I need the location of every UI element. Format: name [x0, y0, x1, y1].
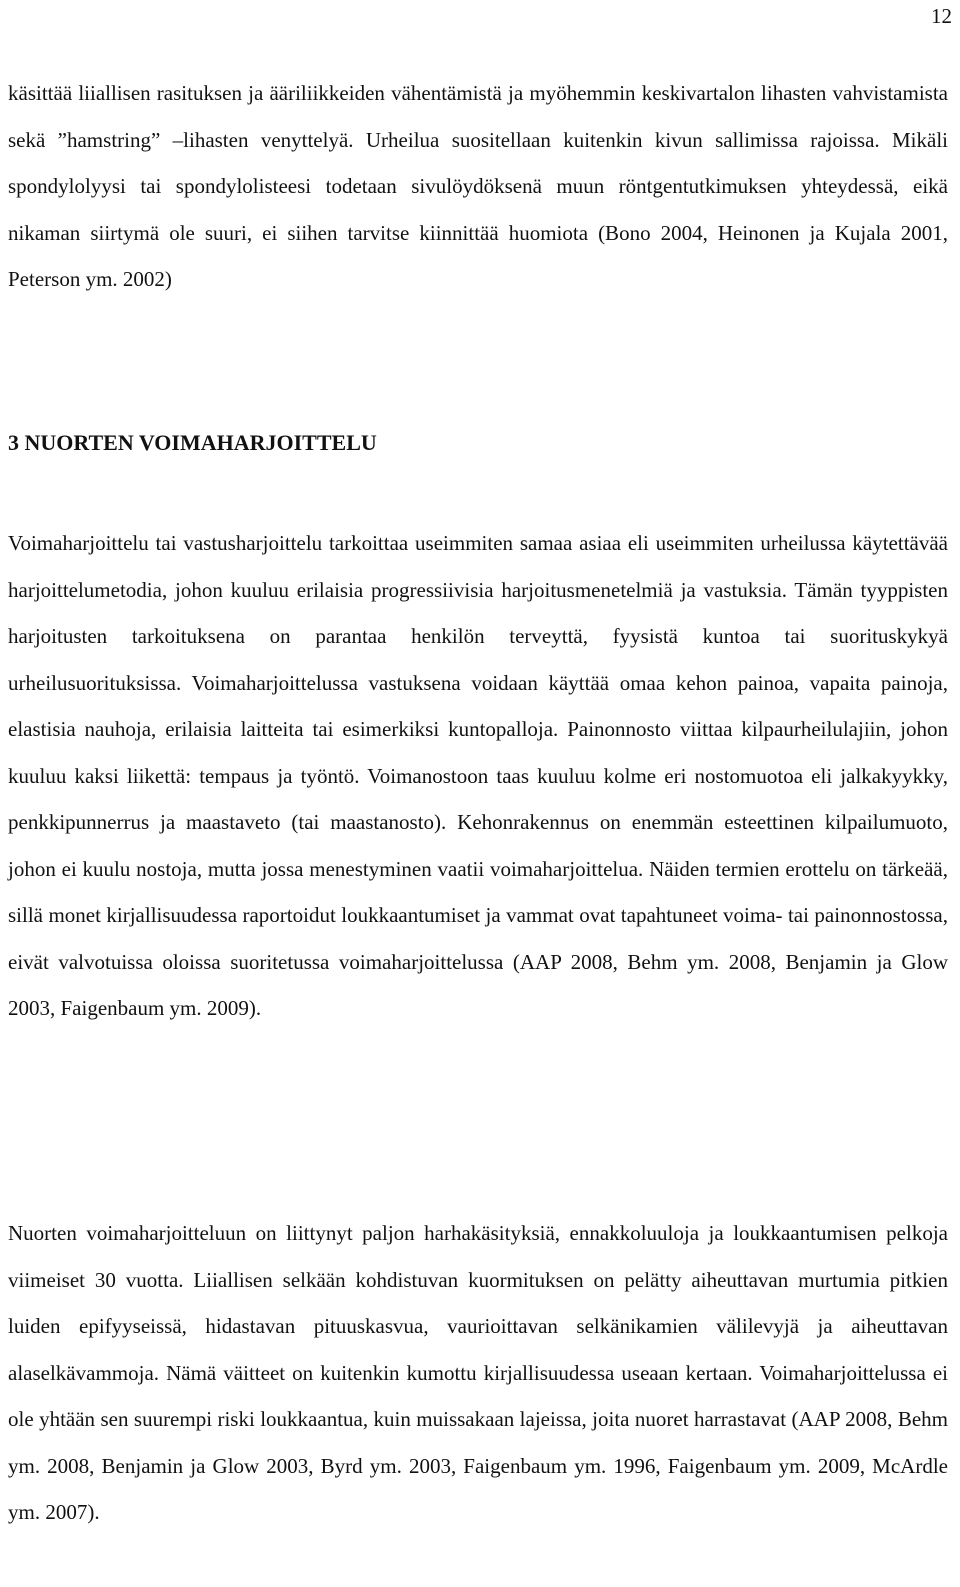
- section-heading: 3 NUORTEN VOIMAHARJOITTELU: [8, 430, 377, 455]
- paragraph-strength-training: Voimaharjoittelu tai vastusharjoittelu tarkoittaa useimmiten samaa asiaa eli useimmiten urheilussa käytettävää harjoittelumetodia, johon kuuluu erilaisia progressiivisia harjoitusmenetelmiä ja vastuksia. Tämän tyyppisten harjoitusten tarkoituksena on parantaa henkilön terveyttä, fyysistä kuntoa tai suorituskykyä urheilusuorituksissa. Voimaharjoittelussa vastuksena voidaan käyttää omaa kehon painoa, vapaita painoja, elastisia nauhoja, erilaisia laitteita tai esimerkiksi kuntopalloja. Painonnosto viittaa kilpaurheilulajiin, johon kuuluu kaksi liikettä: tempaus ja työntö. Voimanostoon taas kuuluu kolme eri nostomuotoa eli jalkakyykky, penkkipunnerrus ja maastaveto (tai maastanosto). Kehonrakennus on enemmän esteettinen kilpailumuoto, johon ei kuulu nostoja, mutta jossa menestyminen vaatii voimaharjoittelua. Näiden termien erottelu on tärkeää, sillä monet kirjallisuudessa raportoidut loukkaantumiset ja vammat ovat tapahtuneet voima- tai painonnostossa, eivät valvotuissa oloissa suoritetussa voimaharjoittelussa (AAP 2008, Behm ym. 2008, Benjamin ja Glow 2003, Faigenbaum ym. 2009).: [8, 531, 948, 1020]
- paragraph-intro: käsittää liiallisen rasituksen ja ääriliikkeiden vähentämistä ja myöhemmin keskivartalon lihasten vahvistamista sekä ”hamstring” –lihasten venyttelyä. Urheilua suositellaan kuitenkin kivun sallimissa rajoissa. Mikäli spondylolyysi tai spondylolisteesi todetaan sivulöydöksenä muun röntgentutkimuksen yhteydessä, eikä nikaman siirtymä ole suuri, ei siihen tarvitse kiinnittää huomiota (Bono 2004, Heinonen ja Kujala 2001, Peterson ym. 2002): [8, 81, 948, 291]
- document-body: [8, 70, 948, 1524]
- page-number: 12: [931, 4, 952, 28]
- paragraph-youth-misconceptions: Nuorten voimaharjoitteluun on liittynyt paljon harhakäsityksiä, ennakkoluuloja ja loukkaantumisen pelkoja viimeiset 30 vuotta. Liiallisen selkään kohdistuvan kuormituksen on pelätty aiheuttavan murtumia pitkien luiden epifyyseissä, hidastavan pituuskasvua, vaurioittavan selkänikamien välilevyjä ja aiheuttavan alaselkävammoja. Nämä väitteet on kuitenkin kumottu kirjallisuudessa useaan kertaan. Voimaharjoittelussa ei ole yhtään sen suurempi riski loukkaantua, kuin muissakaan lajeissa, joita nuoret harrastavat (AAP 2008, Behm ym. 2008, Benjamin ja Glow 2003, Byrd ym. 2003, Faigenbaum ym. 1996, Faigenbaum ym. 2009, McArdle ym. 2007).: [8, 1221, 948, 1524]
